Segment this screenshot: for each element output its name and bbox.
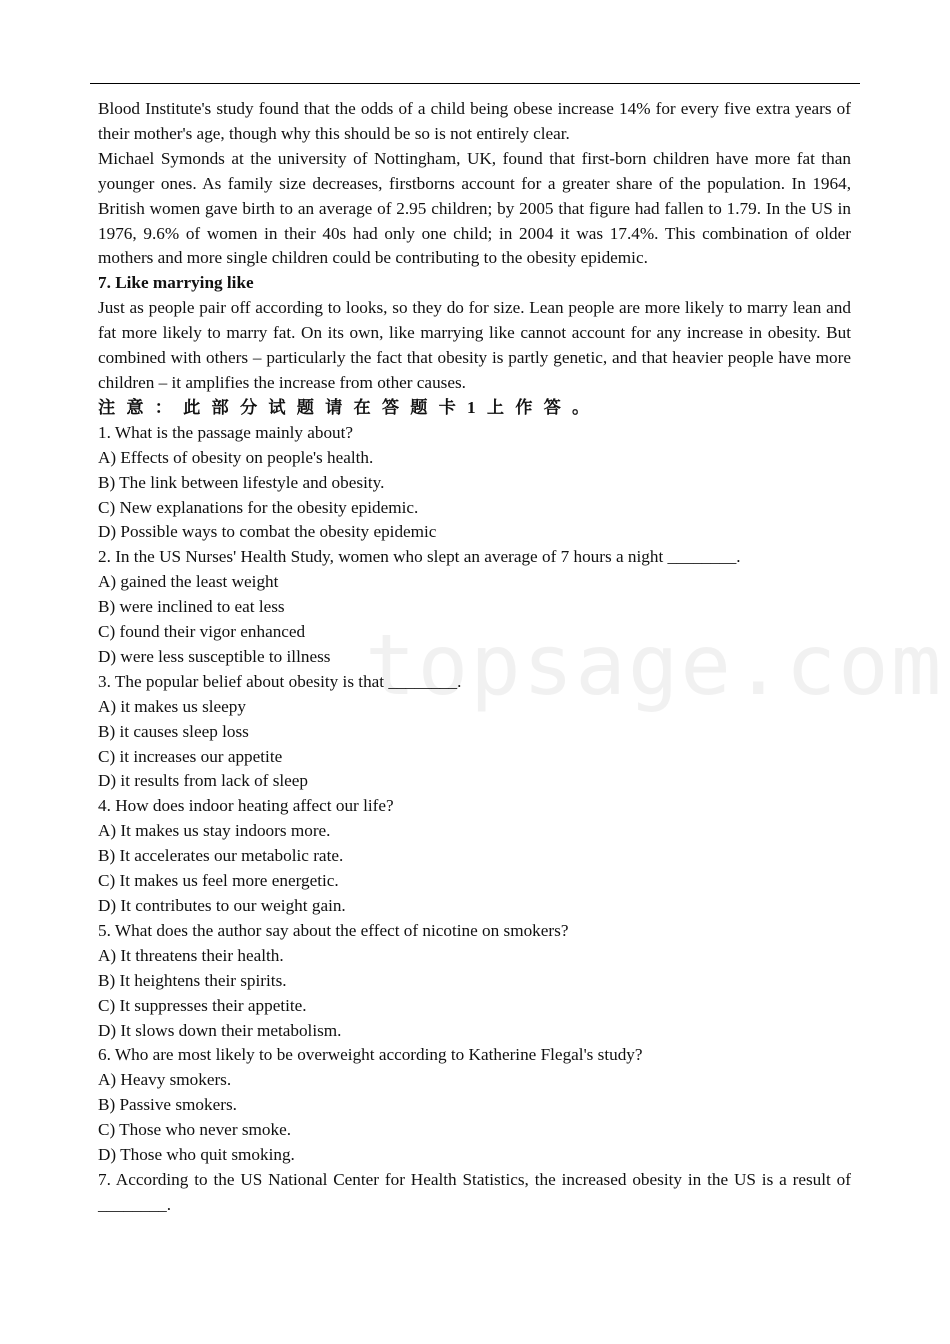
question-text: 3. The popular belief about obesity is that ________. (98, 671, 462, 691)
answer-option: C) It makes us feel more energetic. (98, 871, 339, 891)
answer-option: C) it increases our appetite (98, 746, 283, 766)
answer-option: A) it makes us sleepy (98, 696, 246, 716)
answer-option: A) Effects of obesity on people's health. (98, 447, 374, 467)
answer-option: C) It suppresses their appetite. (98, 995, 307, 1015)
header-rule (90, 83, 860, 84)
answer-option: B) It heightens their spirits. (98, 970, 287, 990)
answer-option: A) Heavy smokers. (98, 1070, 232, 1090)
question-text: 2. In the US Nurses' Health Study, women who slept an average of 7 hours a night ________. (98, 547, 741, 567)
question-text: 7. According to the US National Center for Health Statistics, the increased obesity in the US is a result of ________. (98, 1169, 851, 1214)
answer-option: B) it causes sleep loss (98, 721, 249, 741)
question-text: 4. How does indoor heating affect our life? (98, 796, 394, 816)
document-body (98, 97, 851, 1218)
section-heading: 7. Like marrying like (98, 273, 254, 293)
answer-sheet-notice: 注意：此部分试题请在答题卡1上作答。 (98, 397, 601, 417)
answer-option: A) It threatens their health. (98, 945, 284, 965)
answer-option: B) Passive smokers. (98, 1095, 237, 1115)
answer-option: D) Possible ways to combat the obesity epidemic (98, 522, 437, 542)
answer-option: D) it results from lack of sleep (98, 771, 309, 791)
passage-paragraph: Michael Symonds at the university of Nottingham, UK, found that first-born children have more fat than younger ones. As family size decreases, firstborns account for a greater share of the population. In 1964, British women gave birth to an average of 2.95 children; by 2005 that figure had fallen to 1.79. In the US in 1976, 9.6% of women in their 40s had only one child; in 2004 it was 17.4%. This combination of older mothers and more single children could be contributing to the obesity epidemic. (98, 148, 851, 268)
answer-option: B) The link between lifestyle and obesity. (98, 472, 385, 492)
answer-option: A) gained the least weight (98, 572, 279, 592)
answer-option: D) It contributes to our weight gain. (98, 896, 346, 915)
answer-option: C) found their vigor enhanced (98, 622, 306, 642)
answer-option: B) It accelerates our metabolic rate. (98, 846, 344, 866)
question-text: 1. What is the passage mainly about? (98, 422, 354, 442)
answer-option: C) Those who never smoke. (98, 1120, 292, 1140)
question-text: 5. What does the author say about the effect of nicotine on smokers? (98, 920, 569, 940)
answer-option: D) It slows down their metabolism. (98, 1020, 342, 1040)
answer-option: B) were inclined to eat less (98, 597, 285, 617)
answer-option: A) It makes us stay indoors more. (98, 821, 331, 841)
answer-option: D) Those who quit smoking. (98, 1145, 295, 1165)
answer-option: D) were less susceptible to illness (98, 646, 331, 666)
answer-option: C) New explanations for the obesity epidemic. (98, 497, 419, 517)
watermark: topsage.com (365, 616, 944, 714)
passage-paragraph: Blood Institute's study found that the odds of a child being obese increase 14% for every five extra years of their mother's age, though why this should be so is not entirely clear. (98, 99, 851, 143)
passage-paragraph: Just as people pair off according to looks, so they do for size. Lean people are more likely to marry lean and fat more likely to marry fat. On its own, like marrying like cannot account for any increase in obesity. But combined with others – particularly the fact that obesity is partly genetic, and that heavier people have more children – it amplifies the increase from other causes. (98, 298, 851, 392)
question-text: 6. Who are most likely to be overweight according to Katherine Flegal's study? (98, 1045, 643, 1065)
